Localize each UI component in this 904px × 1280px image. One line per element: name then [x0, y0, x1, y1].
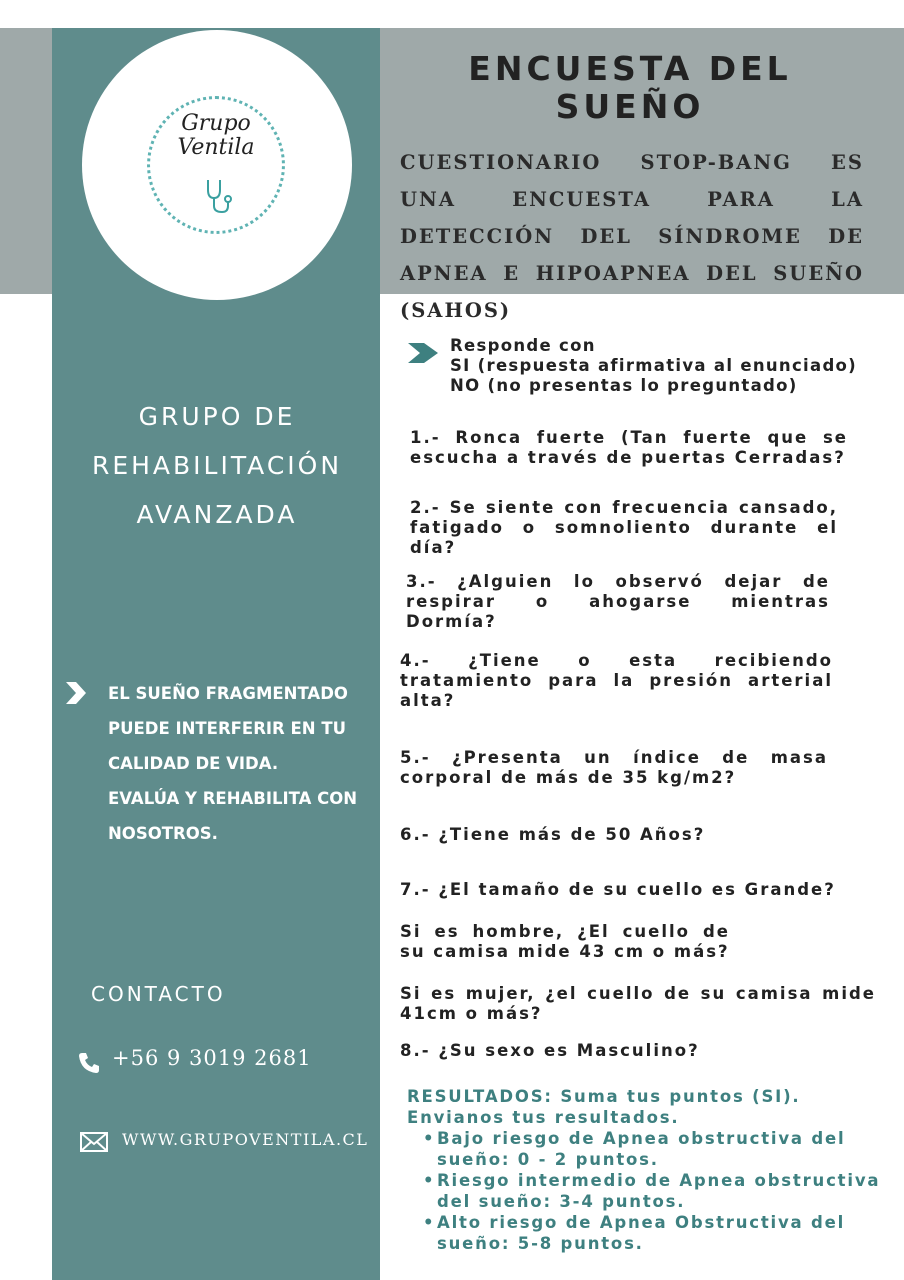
phone-icon — [78, 1052, 100, 1074]
instruction-line: NO (no presentas lo preguntado) — [450, 376, 798, 395]
group-name-line: GRUPO DE — [138, 402, 296, 431]
phone-number[interactable]: +56 9 3019 2681 — [112, 1046, 312, 1070]
result-item: • Alto riesgo de Apnea Obstructiva del sueño: 5-8 puntos. — [407, 1212, 887, 1254]
stethoscope-icon — [196, 176, 236, 216]
group-name-line: AVANZADA — [136, 500, 298, 529]
sleep-message — [108, 676, 370, 851]
logo-line-1: Grupo — [181, 111, 251, 136]
answer-instructions — [450, 336, 890, 396]
mail-icon — [80, 1132, 108, 1152]
chevron-right-icon — [408, 343, 438, 363]
logo-line-2: Ventila — [177, 135, 255, 160]
sleep-message-line: EL SUEÑO FRAGMENTADO — [108, 684, 348, 703]
question-5: 5.- ¿Presenta un índice de masa corporal de más de 35 kg/m2? — [400, 748, 828, 787]
instruction-line: Responde con — [450, 336, 596, 355]
sleep-message-line: CALIDAD DE VIDA. — [108, 754, 279, 773]
result-item: • Bajo riesgo de Apnea obstructiva del sueño: 0 - 2 puntos. — [407, 1128, 887, 1170]
question-3: 3.- ¿Alguien lo observó dejar de respirar o ahogarse mientras Dormía? — [406, 572, 830, 631]
page-title: ENCUESTA DEL SUEÑO — [468, 49, 792, 126]
question-8: 8.- ¿Su sexo es Masculino? — [400, 1041, 700, 1060]
page-subtitle: CUESTIONARIO STOP-BANG ES UNA ENCUESTA PARA LA DETECCIÓN DEL SÍNDROME DE APNEA E HIPOAPNEA DEL SUEÑO (SAHOS) — [400, 151, 864, 322]
result-item: • Riesgo intermedio de Apnea obstructiva del sueño: 3-4 puntos. — [407, 1170, 887, 1212]
question-7-men: Si es hombre, ¿El cuello de su camisa mide 43 cm o más? — [400, 922, 730, 961]
question-2: 2.- Se siente con frecuencia cansado, fatigado o somnoliento durante el día? — [410, 498, 838, 557]
sleep-message-line: NOSOTROS. — [108, 824, 218, 843]
question-1: 1.- Ronca fuerte (Tan fuerte que se escucha a través de puertas Cerradas? — [410, 428, 848, 467]
results-intro: RESULTADOS: Suma tus puntos (SI). Envianos tus resultados. — [407, 1087, 801, 1127]
group-name-line: REHABILITACIÓN — [91, 451, 343, 480]
instruction-line: SI (respuesta afirmativa al enunciado) — [450, 356, 858, 375]
question-4: 4.- ¿Tiene o esta recibiendo tratamiento para la presión arterial alta? — [400, 651, 833, 710]
question-7: 7.- ¿El tamaño de su cuello es Grande? — [400, 880, 836, 899]
sleep-message-line: EVALÚA Y REHABILITA CON — [108, 789, 358, 808]
results-list — [407, 1128, 887, 1254]
question-6: 6.- ¿Tiene más de 50 Años? — [400, 825, 706, 844]
question-7-women: Si es mujer, ¿el cuello de su camisa mide 41cm o más? — [400, 984, 876, 1023]
chevron-right-icon — [66, 682, 86, 704]
results-section — [407, 1086, 887, 1254]
contact-heading: CONTACTO — [91, 982, 226, 1006]
website-link[interactable]: WWW.GRUPOVENTILA.CL — [122, 1130, 369, 1149]
logo-text — [160, 112, 272, 160]
sleep-message-line: PUEDE INTERFERIR EN TU — [108, 719, 346, 738]
group-name — [62, 392, 372, 539]
